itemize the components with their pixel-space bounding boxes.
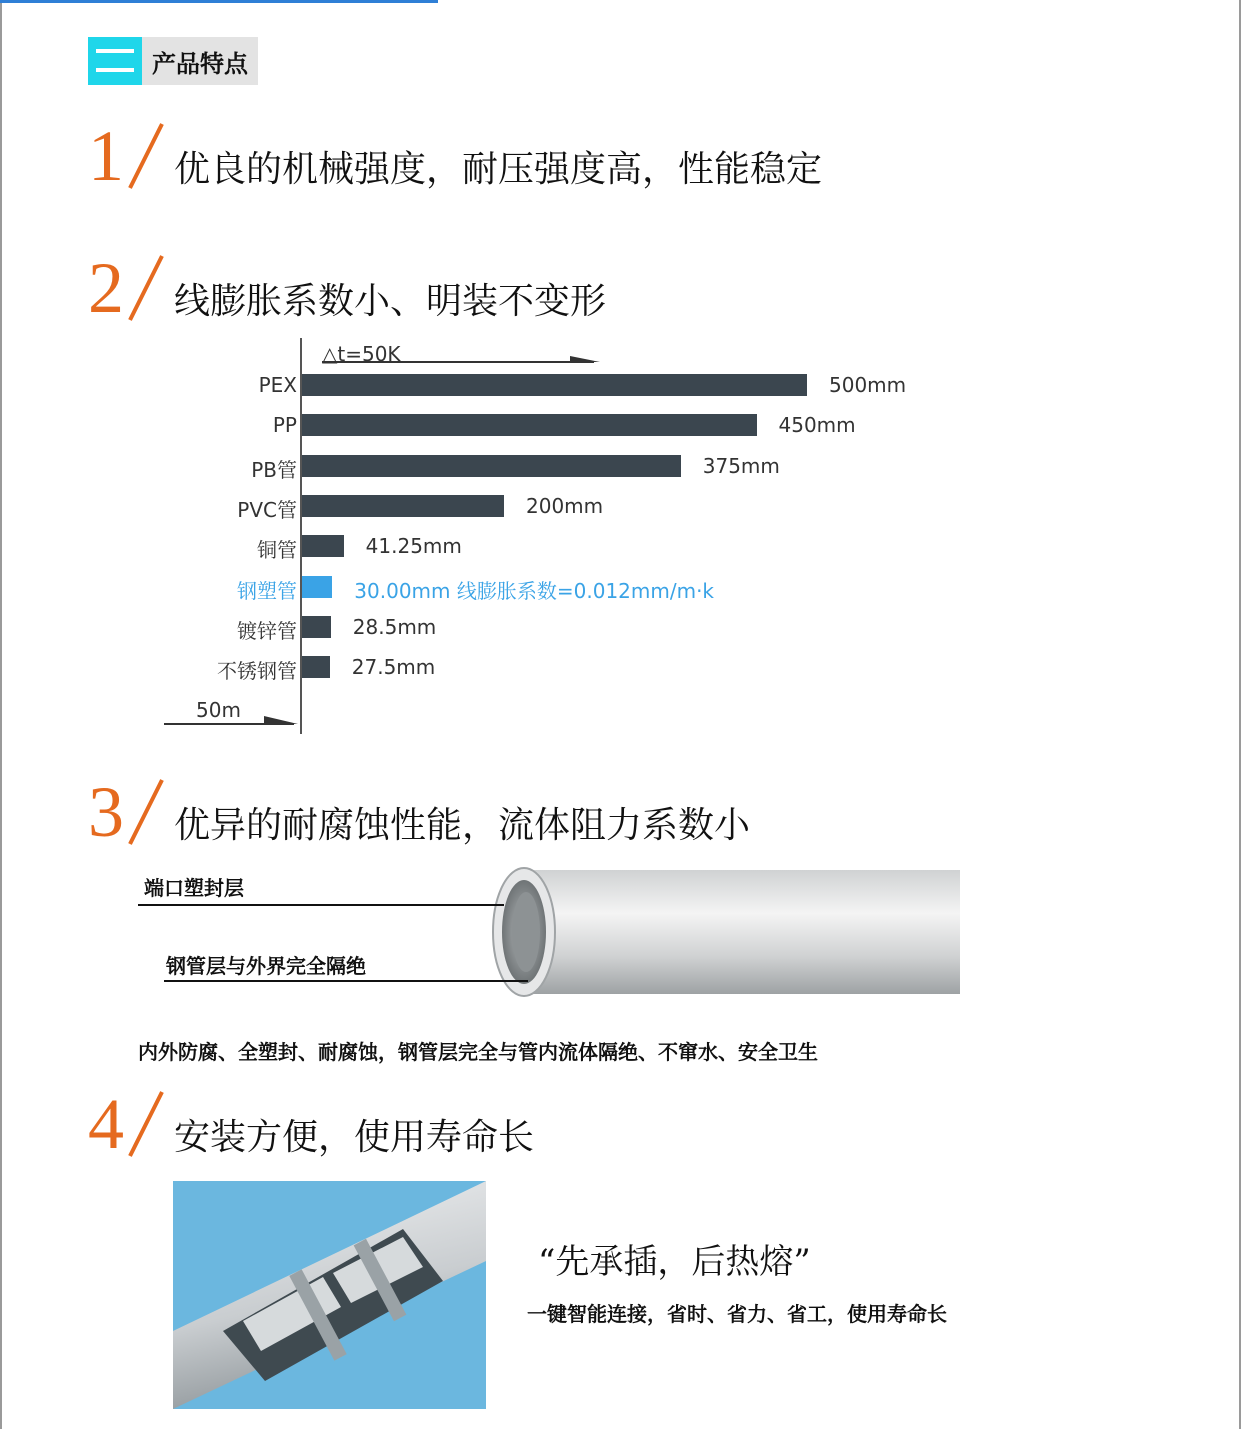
chart-bar [302,414,757,436]
section-number-icon [88,37,142,85]
socket-fusion-image [173,1181,486,1409]
chart-value-label: 30.00mm 线膨胀系数=0.012mm/m·k [354,578,715,603]
feature-heading-1 [88,116,823,196]
feature-title: 线膨胀系数小、明装不变形 [174,281,607,322]
pipe-label-top: 端口塑封层 [144,876,244,900]
top-accent-line [0,0,438,3]
chart-value-label: 450mm [778,413,856,438]
corrosion-description: 内外防腐、全塑封、耐腐蚀，钢管层完全与管内流体隔绝、不窜水、安全卫生 [138,1040,818,1064]
delta-t-label: △t=50K [322,342,401,366]
pipe-label-bottom: 钢管层与外界完全隔绝 [166,954,366,978]
chart-value-label: 41.25mm [365,534,462,559]
feature-heading-4 [88,1084,535,1164]
slash-icon [126,252,166,324]
install-slogan: “先承插，后热熔” [538,1242,811,1282]
page-border-left [0,0,2,1429]
chart-category-label: 镀锌管 [237,618,297,643]
expansion-bar-chart [150,330,950,740]
chart-value-label: 28.5mm [352,614,437,639]
chart-value-label: 500mm [829,373,907,397]
chart-value-label: 200mm [526,493,604,518]
chart-bar [302,374,807,396]
pipe-image [490,862,960,998]
chart-value-label: 27.5mm [351,655,436,680]
chart-category-label: PP [272,413,297,438]
feature-title: 优异的耐腐蚀性能，流体阻力系数小 [174,805,751,846]
chart-category-label: 不锈钢管 [217,659,297,684]
chart-bar [302,576,332,598]
feature-title: 安装方便，使用寿命长 [174,1117,535,1158]
chart-category-label: PEX [258,373,297,397]
length-label: 50m [196,698,241,722]
chart-category-label: 钢塑管 [237,578,297,603]
feature-title: 优良的机械强度，耐压强度高，性能稳定 [174,149,823,190]
slash-icon [126,1088,166,1160]
chart-bar [302,616,331,638]
chart-bar [302,495,504,517]
slash-icon [126,776,166,848]
chart-category-label: PB管 [251,457,297,482]
slash-icon [126,120,166,192]
feature-heading-3 [88,772,751,852]
pipe-leader-line-top [138,904,504,906]
chart-value-label: 375mm [702,453,780,478]
chart-bar [302,535,344,557]
feature-number: 1 [88,116,124,196]
pipe-diagram [138,862,958,1002]
install-subline: 一键智能连接，省时、省力、省工，使用寿命长 [527,1302,947,1326]
chart-bar [302,455,681,477]
chart-bar [302,656,330,678]
pipe-leader-line-bottom [164,980,528,982]
feature-number: 2 [88,248,124,328]
feature-heading-2 [88,248,607,328]
feature-number: 3 [88,772,124,852]
section-tag [88,37,258,85]
feature-number: 4 [88,1084,124,1164]
chart-category-label: 铜管 [257,538,297,563]
chart-category-label: PVC管 [237,497,297,522]
section-tag-label: 产品特点 [142,37,258,85]
